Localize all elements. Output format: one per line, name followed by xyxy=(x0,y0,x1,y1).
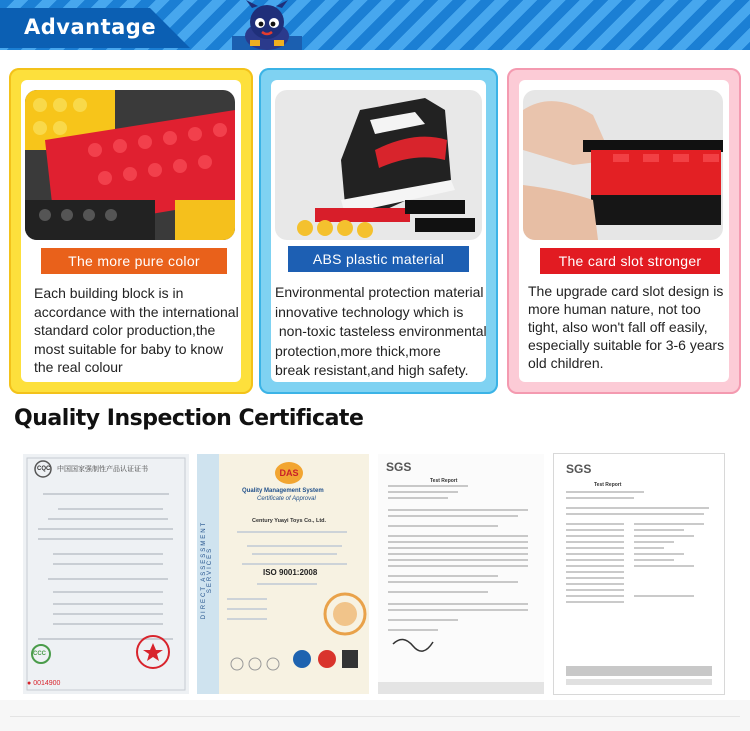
iso-certificate-image xyxy=(197,454,369,694)
iso-subheading: Certificate of Approval xyxy=(257,496,316,502)
description-line: innovative technology which is xyxy=(275,303,464,320)
divider xyxy=(10,716,740,717)
sgs-logo: SGS xyxy=(566,462,592,476)
iso-heading: Quality Management System xyxy=(242,488,324,494)
description-line: tight, also won't fall off easily, xyxy=(528,319,708,335)
ccc-logo: CCC xyxy=(33,651,46,657)
description-line: non-toxic tasteless environmental xyxy=(275,323,487,339)
advantage-banner xyxy=(0,0,750,50)
card-description-abs-plastic xyxy=(275,283,497,381)
description-line: especially suitable for 3-6 years xyxy=(528,337,725,353)
feature-card-card-slot xyxy=(507,68,741,394)
card-slot-hand-photo xyxy=(523,90,723,240)
card-label-pure-color: The more pure color xyxy=(41,248,227,274)
serial-value: 0014900 xyxy=(33,680,61,687)
card-description-card-slot xyxy=(528,282,734,372)
description-line: break resistant,and high safety. xyxy=(275,362,469,378)
description-line: more human nature, not too xyxy=(528,301,701,317)
feature-card-pure-color xyxy=(9,68,253,394)
feature-card-abs-plastic xyxy=(259,68,498,394)
sgs-test-report-image-2 xyxy=(554,454,724,694)
sgs-report-title: Test Report xyxy=(430,478,458,484)
card-description-pure-color xyxy=(34,284,250,377)
das-seal: DAS xyxy=(275,462,303,484)
ninja-mascot-icon xyxy=(232,0,302,50)
sgs-logo: SGS xyxy=(386,460,412,474)
description-line: Environmental protection material xyxy=(275,284,484,300)
description-line: most suitable for baby to know xyxy=(34,340,224,357)
ccc-heading: 中国国家强制性产品认证证书 xyxy=(57,466,148,473)
ccc-certificate-image xyxy=(23,454,189,694)
description-line: standard color production,the xyxy=(34,322,216,338)
description-line: Each building block is in xyxy=(34,285,184,301)
colorful-bricks-photo xyxy=(25,90,235,240)
sgs-test-report-image xyxy=(378,454,544,694)
description-line: protection,more thick,more xyxy=(275,342,441,359)
das-side-text: DIRECT ASSESSMENT SERVICES xyxy=(201,520,213,620)
sneaker-on-bricks-photo xyxy=(275,90,482,240)
card-label-abs-plastic: ABS plastic material xyxy=(288,246,469,272)
card-label-card-slot: The card slot stronger xyxy=(540,248,720,274)
sgs-report-title: Test Report xyxy=(594,482,622,488)
description-line: old children. xyxy=(528,355,604,371)
banner-title: Advantage xyxy=(24,15,157,39)
ccc-serial-number: ● 0014900 xyxy=(27,680,61,687)
certificates-heading: Quality Inspection Certificate xyxy=(14,406,364,431)
description-line: The upgrade card slot design is xyxy=(528,283,724,299)
description-line: accordance with the international xyxy=(34,303,239,320)
iso-standard: ISO 9001:2008 xyxy=(263,568,318,577)
iso-company: Century Yuayi Toys Co., Ltd. xyxy=(252,518,327,524)
description-line: the real colour xyxy=(34,359,123,375)
cqc-logo: CQC xyxy=(37,466,51,472)
